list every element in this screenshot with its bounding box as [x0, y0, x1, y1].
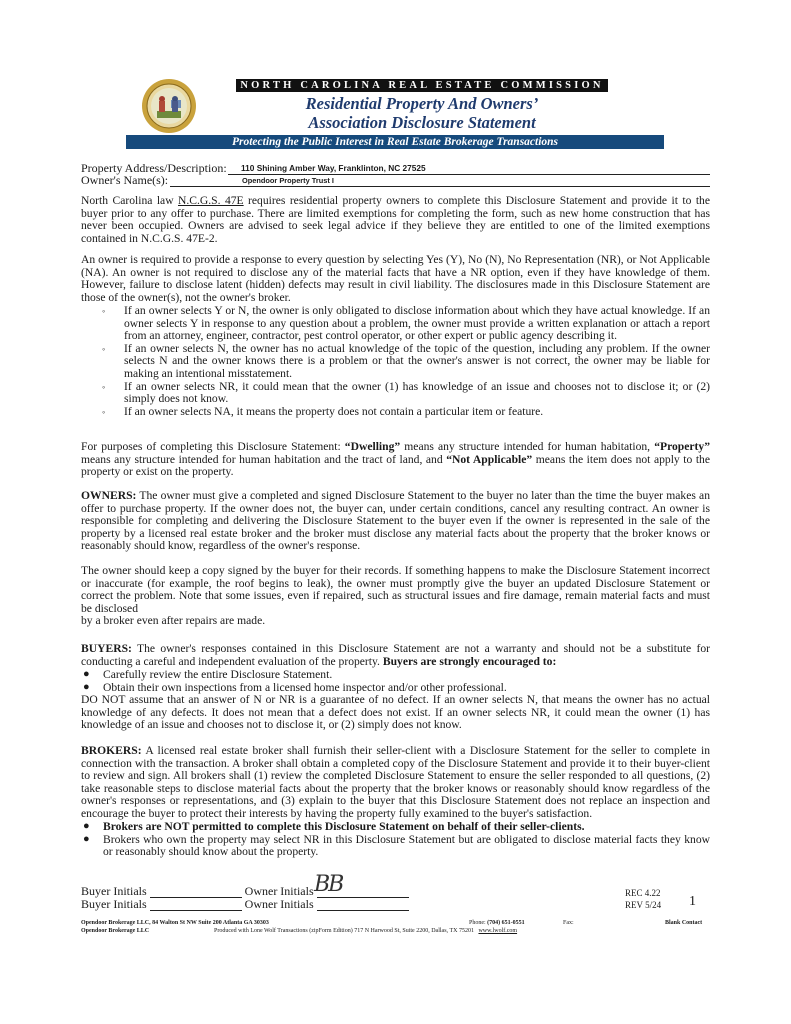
list-item-text: If an owner selects NR, it could mean that the owner (1) has knowledge of an issue and chooses not to disclose it; or (2) simply does not know.: [124, 379, 710, 406]
intro-text-post: requires residential property owners to complete this Disclosure Statement and provide it to the buyer prior to any offer to purchase. There are limited exemptions for completing the form, such as new home construction that has never been occupied. Owners are advised to seek legal advice if they believe they are entitled to one of the limited exemptions contained in N.C.G.S. 47E-2.: [81, 194, 710, 245]
owner-copy-paragraph: [81, 565, 710, 628]
buyer-initials-field-1[interactable]: [150, 885, 242, 898]
list-item-text: If an owner selects Y or N, the owner is only obligated to disclose information about which they have actual knowledge. If an owner selects Y in response to any question about a problem, the owner must provide a written explanation or attach a report from an attorney, engineer, contractor, pest control operator, or other expert or public agency describing it.: [124, 304, 710, 343]
owner-copy-text-2: by a broker even after repairs are made.: [81, 614, 266, 628]
footer-fax: Fax:: [563, 920, 574, 926]
owner-initials-label: Owner Initials: [244, 884, 314, 898]
list-item-text: Carefully review the entire Disclosure Statement.: [103, 668, 333, 681]
owner-initials-signature: BB: [314, 872, 343, 897]
list-item-text: Obtain their own inspections from a licensed home inspector and/or other professional.: [103, 680, 507, 694]
page-number: 1: [689, 894, 696, 909]
form-title-line-2: Association Disclosure Statement: [308, 113, 536, 132]
list-item: [81, 381, 710, 406]
footer-brokerage-address: Opendoor Brokerage LLC, 84 Walton St NW Suite 200 Atlanta GA 30303: [81, 920, 269, 926]
list-item: [81, 406, 710, 419]
tagline-banner: Protecting the Public Interest in Real Estate Brokerage Transactions: [126, 135, 664, 149]
lwolf-website-link[interactable]: www.lwolf.com: [478, 928, 518, 934]
bullet-icon: ●: [83, 668, 90, 680]
initials-row-2: [81, 898, 409, 911]
list-item: [81, 343, 710, 381]
rev-version: REV 5/24: [625, 900, 662, 910]
rec-version: REC 4.22: [625, 888, 661, 898]
list-item: [81, 834, 710, 859]
owner-initials-label: Owner Initials: [244, 897, 314, 911]
definitions-paragraph: [81, 441, 710, 479]
definitions-intro: For purposes of completing this Disclosure Statement:: [81, 440, 345, 453]
bullet-icon: ●: [83, 680, 90, 693]
buyers-encouraged: Buyers are strongly encouraged to:: [382, 654, 557, 668]
footer-produced-with: [214, 927, 517, 935]
list-item: [81, 305, 710, 343]
brokers-text: A licensed real estate broker shall furnish their seller-client with a Disclosure Statement for the seller to complete in connection with the transaction. A broker shall obtain a completed copy of the Disclosure Statement and provide it to their buyer-client to review and sign. All brokers shall (1) review the completed Disclosure Statement to ensure the seller responded to all questions, (2) take reasonable steps to disclose material facts about the property that the broker knows or reasonably should know regardless of the owner's responses or representations, and (3) explain to the buyer that this Disclosure Statement does not replace an inspection and encourage the buyer to protect their interests by having the property fully examined to the buyer's satisfaction.: [81, 744, 710, 820]
commission-banner: NORTH CAROLINA REAL ESTATE COMMISSION: [236, 79, 608, 92]
buyers-list: [81, 669, 710, 694]
owner-initials-field-2[interactable]: [317, 898, 409, 911]
phone-value: (704) 651-0551: [487, 920, 525, 926]
buyers-heading: BUYERS:: [81, 642, 132, 655]
term-property: “Property”: [654, 440, 710, 453]
owners-text: The owner must give a completed and signed Disclosure Statement to the buyer no later than the time the buyer makes an offer to purchase property. If the owner does not, the buyer can, under certain conditions, cancel any resulting contract. An owner is responsible for completing and delivering the Disclosure Statement to the buyer even if the owner is represented in the sale of the property by a licensed real estate broker and the broker must disclose any material facts about the property that the broker knows or reasonably should know, regardless of the owner's response.: [81, 489, 710, 553]
bullet-icon: ●: [83, 820, 90, 832]
bullet-icon: ◦: [102, 306, 106, 316]
statute-link[interactable]: N.C.G.S. 47E: [178, 194, 244, 207]
buyer-initials-label: Buyer Initials: [81, 884, 147, 898]
bullet-icon: ●: [83, 832, 90, 845]
brokers-paragraph: [81, 745, 710, 821]
owner-copy-text: The owner should keep a copy signed by the buyer for their records. If something happens to make the Disclosure Statement incorrect or inaccurate (for example, the roof begins to leak), the owner must promptly give the buyer an updated Disclosure Statement or correct the problem. Note that some issues, even if repaired, such as structural issues and fire damage, remain material facts and must be disclosed: [81, 564, 710, 615]
owners-paragraph: [81, 490, 710, 553]
list-item-text: If an owner selects NA, it means the property does not contain a particular item or feature.: [124, 404, 544, 418]
response-options-list: [81, 305, 710, 418]
buyers-text: The owner's responses contained in this Disclosure Statement are not a warranty and should not be a substitute for conducting a careful and independent evaluation of the property.: [81, 642, 710, 668]
buyers-warning-paragraph: DO NOT assume that an answer of N or NR is a guarantee of no defect. If an owner selects N, that means the owner has no actual knowledge of any defects. It does not mean that a defect does not exist. If an owner selects NR, it could mean the owner (1) has knowledge of an issue and chooses not to disclose it, or (2) simply does not know.: [81, 693, 710, 732]
address-value: 110 Shining Amber Way, Franklinton, NC 27525: [241, 163, 426, 173]
def-dwelling: means any structure intended for human habitation,: [400, 440, 655, 453]
brokers-list: [81, 821, 710, 859]
term-dwelling: “Dwelling”: [344, 440, 401, 453]
intro-paragraph: [81, 195, 710, 245]
def-not-applicable: means the item does not apply to the property or exist on the property.: [81, 452, 710, 479]
def-property: means any structure intended for human habitation and the tract of land, and: [81, 452, 447, 466]
list-item-text: Brokers who own the property may select NR in this Disclosure Statement but are obligated to disclose material facts they know or reasonably should know about the property.: [103, 832, 710, 859]
buyer-initials-field-2[interactable]: [150, 898, 242, 911]
brokers-heading: BROKERS:: [81, 744, 142, 757]
list-item-text: Brokers are NOT permitted to complete this Disclosure Statement on behalf of their seller-clients.: [103, 820, 585, 833]
buyers-paragraph: [81, 643, 710, 668]
address-label: Property Address/Description:: [81, 161, 227, 175]
owner-name-value: Opendoor Property Trust I: [242, 176, 334, 185]
bullet-icon: ◦: [102, 381, 106, 392]
owners-heading: OWNERS:: [81, 489, 137, 502]
footer-contact: Blank Contact: [665, 920, 703, 926]
produced-with-text: Produced with Lone Wolf Transactions (zipForm Edition) 717 N Harwood St, Suite 2200, Dallas, TX 75201: [214, 928, 474, 934]
buyer-initials-label: Buyer Initials: [81, 897, 147, 911]
owner-name-label: Owner's Name(s):: [81, 173, 169, 187]
response-options-paragraph: An owner is required to provide a response to every question by selecting Yes (Y), No (N), No Representation (NR), or Not Applicable (NA). An owner is not required to disclose any of the material facts that have a NR option, even if they have knowledge of them. However, failure to disclose latent (hidden) defects may result in civil liability. The disclosures made in this Disclosure Statement are those of the owner(s), not the owner's broker.: [81, 253, 710, 304]
list-item-text: If an owner selects N, the owner has no actual knowledge of the topic of the question, including any problem. If the owner selects N and the owner knows there is a problem or that the owner's answer is not correct, the owner may be liable for making an intentional misstatement.: [124, 341, 710, 380]
footer-brokerage-name: Opendoor Brokerage LLC: [81, 928, 150, 934]
term-not-applicable: “Not Applicable”: [446, 452, 533, 466]
footer-phone: [469, 919, 525, 927]
bullet-icon: ◦: [102, 343, 106, 354]
form-title-line-1: Residential Property And Owners’: [305, 94, 539, 113]
nc-state-seal-icon: [141, 78, 197, 134]
phone-label: Phone:: [469, 920, 488, 926]
intro-text-pre: North Carolina law: [81, 194, 178, 207]
bullet-icon: ◦: [102, 406, 106, 417]
